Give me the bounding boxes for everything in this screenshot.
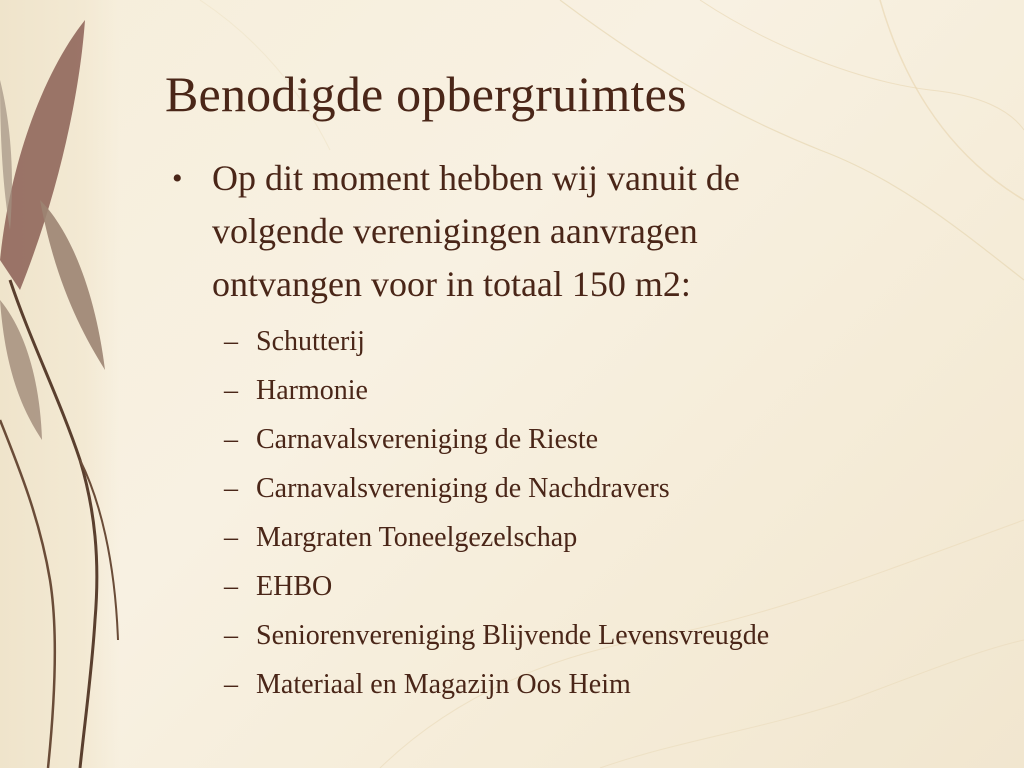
list-item-label: Carnavalsvereniging de Rieste <box>256 424 599 455</box>
list-item <box>172 317 1002 366</box>
dash-marker: – <box>224 375 238 406</box>
bullet-marker: • <box>172 162 183 195</box>
dash-marker: – <box>224 571 238 602</box>
slide-title: Benodigde opbergruimtes <box>165 66 687 122</box>
leaf-icon <box>0 80 12 230</box>
leaf-icon <box>0 300 42 440</box>
list-item <box>172 611 1002 660</box>
list-item-label: EHBO <box>256 571 333 602</box>
leaf-icon <box>40 200 105 370</box>
dash-marker: – <box>224 473 238 504</box>
list-item-label: Seniorenvereniging Blijvende Levensvreugde <box>256 620 770 651</box>
bullet-line: Op dit moment hebben wij vanuit de <box>212 158 740 198</box>
list-item <box>172 513 1002 562</box>
list-item-label: Schutterij <box>256 326 365 357</box>
plant-illustration <box>0 0 180 768</box>
bullet-line: ontvangen voor in totaal 150 m2: <box>212 264 691 304</box>
list-item <box>172 366 1002 415</box>
list-item-label: Carnavalsvereniging de Nachdravers <box>256 473 670 504</box>
association-list <box>172 317 1002 709</box>
bullet-line: volgende verenigingen aanvragen <box>212 211 698 251</box>
list-item <box>172 660 1002 709</box>
list-item-label: Materiaal en Magazijn Oos Heim <box>256 669 631 700</box>
dash-marker: – <box>224 522 238 553</box>
list-item-label: Harmonie <box>256 375 368 406</box>
list-item-label: Margraten Toneelgezelschap <box>256 522 578 553</box>
list-item <box>172 464 1002 513</box>
list-item <box>172 562 1002 611</box>
dash-marker: – <box>224 669 238 700</box>
main-bullet <box>172 152 1002 311</box>
slide-body <box>172 152 1002 709</box>
dash-marker: – <box>224 620 238 651</box>
dash-marker: – <box>224 424 238 455</box>
dash-marker: – <box>224 326 238 357</box>
list-item <box>172 415 1002 464</box>
